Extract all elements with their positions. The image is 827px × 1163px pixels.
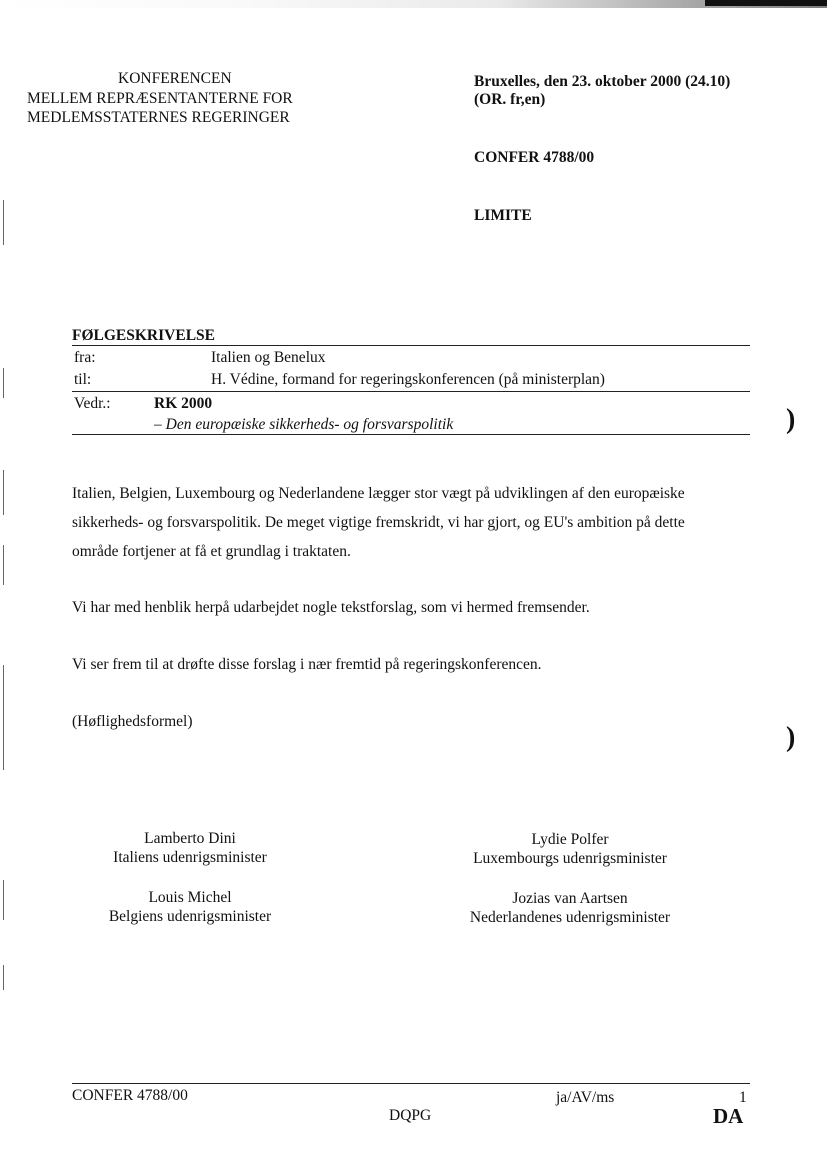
margin-scan-mark bbox=[3, 880, 4, 920]
signature-block bbox=[70, 888, 310, 926]
scan-edge-dark-band bbox=[705, 0, 827, 6]
signatory-title: Luxembourgs udenrigsminister bbox=[473, 850, 667, 867]
place-date: Bruxelles, den 23. oktober 2000 (24.10) bbox=[474, 73, 731, 90]
original-language: (OR. fr,en) bbox=[474, 91, 546, 108]
from-label: fra: bbox=[74, 349, 96, 366]
footer-reference: CONFER 4788/00 bbox=[72, 1087, 188, 1104]
signatory-name: Lydie Polfer bbox=[531, 831, 609, 848]
subject-subtitle: – Den europæiske sikkerheds- og forsvarspolitik bbox=[154, 416, 454, 433]
body-paragraph-1-line-3: område fortjener at få et grundlag i traktaten. bbox=[72, 543, 351, 560]
courtesy-formula: (Høflighedsformel) bbox=[72, 713, 193, 730]
signatory-name: Lamberto Dini bbox=[144, 830, 236, 847]
divider-line bbox=[72, 391, 750, 392]
margin-scan-mark bbox=[3, 665, 4, 770]
from-value: Italien og Benelux bbox=[211, 349, 326, 366]
signatory-name: Jozias van Aartsen bbox=[512, 890, 628, 907]
org-name-line-2: MELLEM REPRÆSENTANTERNE FOR bbox=[27, 90, 293, 107]
org-name-line-1: KONFERENCEN bbox=[118, 70, 232, 87]
classification-label: LIMITE bbox=[474, 207, 532, 224]
signature-block bbox=[70, 829, 310, 867]
punch-hole-mark: ) bbox=[786, 722, 796, 753]
cover-note-heading: FØLGESKRIVELSE bbox=[72, 327, 215, 344]
signature-block bbox=[445, 889, 695, 927]
document-reference: CONFER 4788/00 bbox=[474, 149, 595, 166]
subject-value: RK 2000 bbox=[154, 395, 213, 412]
body-paragraph-3: Vi ser frem til at drøfte disse forslag i nær fremtid på regeringskonferencen. bbox=[72, 656, 542, 673]
body-paragraph-1 bbox=[72, 479, 752, 566]
footer-initials: ja/AV/ms bbox=[556, 1089, 615, 1106]
margin-scan-mark bbox=[3, 545, 4, 585]
signatory-title: Belgiens udenrigsminister bbox=[108, 908, 272, 925]
margin-scan-mark bbox=[3, 965, 4, 990]
divider-line bbox=[72, 345, 750, 346]
signatory-title: Italiens udenrigsminister bbox=[113, 849, 267, 866]
to-value: H. Védine, formand for regeringskonferencen (på ministerplan) bbox=[211, 371, 605, 388]
language-code: DA bbox=[713, 1104, 744, 1128]
subject-label: Vedr.: bbox=[74, 395, 111, 412]
margin-scan-mark bbox=[3, 470, 4, 515]
body-paragraph-2: Vi har med henblik herpå udarbejdet nogle tekstforslag, som vi hermed fremsender. bbox=[72, 599, 590, 616]
margin-scan-mark bbox=[3, 200, 4, 245]
signatory-name: Louis Michel bbox=[148, 889, 232, 906]
org-name-line-3: MEDLEMSSTATERNES REGERINGER bbox=[27, 109, 290, 126]
signatory-title: Nederlandenes udenrigsminister bbox=[469, 909, 671, 926]
margin-scan-mark bbox=[3, 368, 4, 398]
scan-edge-artifact bbox=[0, 0, 827, 8]
footer-divider bbox=[72, 1083, 750, 1084]
footer-department: DQPG bbox=[389, 1107, 432, 1124]
divider-line bbox=[72, 434, 750, 435]
to-label: til: bbox=[74, 371, 92, 388]
page-number: 1 bbox=[739, 1089, 747, 1106]
signature-block bbox=[445, 830, 695, 868]
body-paragraph-1-line-2: sikkerheds- og forsvarspolitik. De meget vigtige fremskridt, vi har gjort, og EU's ambition på dette bbox=[72, 514, 685, 531]
body-paragraph-1-line-1: Italien, Belgien, Luxembourg og Nederlandene lægger stor vægt på udviklingen af den europæiske bbox=[72, 485, 685, 502]
punch-hole-mark: ) bbox=[786, 404, 796, 435]
